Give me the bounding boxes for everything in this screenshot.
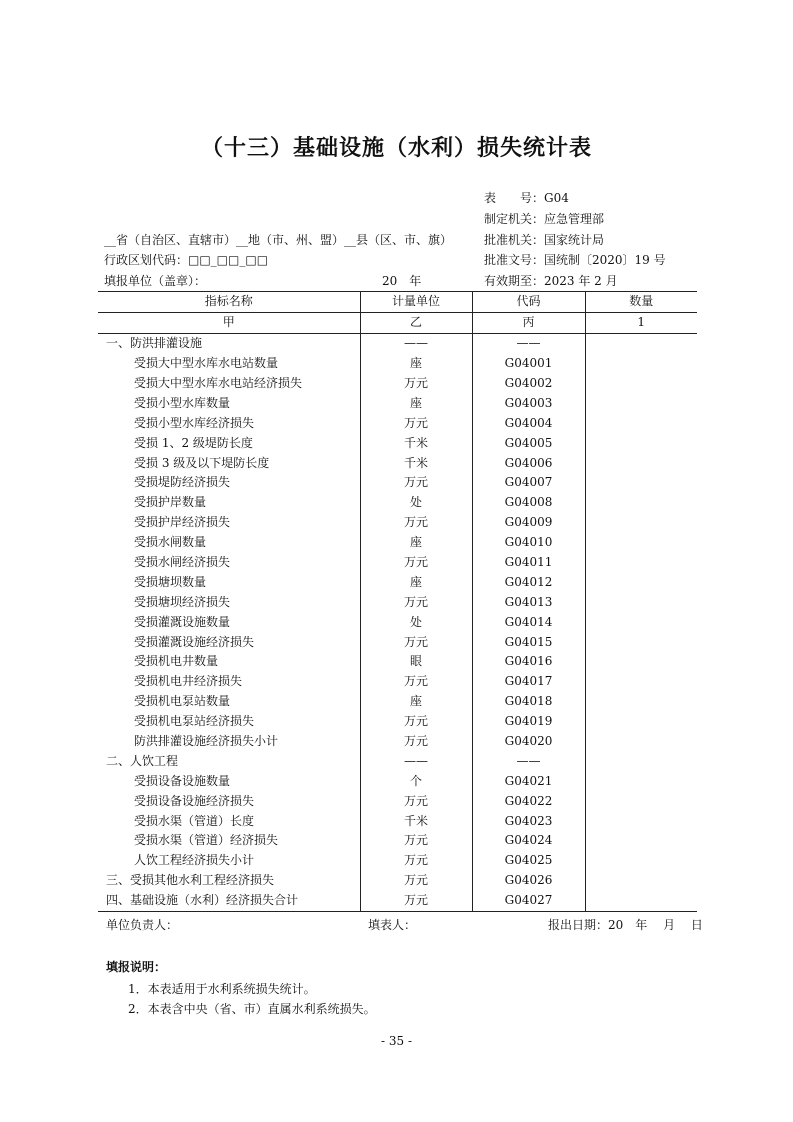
indicator-name-cell: 受损机电泵站经济损失 xyxy=(134,714,255,729)
quantity-cell[interactable] xyxy=(585,851,697,871)
indicator-name-cell: 受损小型水库经济损失 xyxy=(134,415,255,430)
indicator-name-cell: 受损机电井经济损失 xyxy=(134,674,243,689)
unit-cell: 万元 xyxy=(360,871,472,891)
table-row xyxy=(98,692,697,712)
issuing-agency: 制定机关：应急管理部 xyxy=(484,212,605,226)
indicator-name-cell: 受损水渠（管道）长度 xyxy=(134,813,255,828)
unit-cell: 千米 xyxy=(360,433,472,453)
unit-cell: 万元 xyxy=(360,632,472,652)
quantity-cell[interactable] xyxy=(585,652,697,672)
header-unit: 计量单位 xyxy=(360,292,472,313)
quantity-cell[interactable] xyxy=(585,672,697,692)
code-cell: G04002 xyxy=(472,374,585,394)
table-row xyxy=(98,453,697,473)
quantity-cell[interactable] xyxy=(585,592,697,612)
quantity-cell[interactable] xyxy=(585,572,697,592)
quantity-cell[interactable] xyxy=(585,771,697,791)
subheader-c: 丙 xyxy=(472,312,585,333)
approving-agency: 批准机关：国家统计局 xyxy=(484,233,605,247)
quantity-cell[interactable] xyxy=(585,891,697,911)
unit-cell: —— xyxy=(360,333,472,353)
table-row xyxy=(98,572,697,592)
quantity-cell[interactable] xyxy=(585,612,697,632)
subheader-d: 1 xyxy=(585,312,697,333)
code-cell: G04016 xyxy=(472,652,585,672)
unit-cell: 万元 xyxy=(360,831,472,851)
subheader-a: 甲 xyxy=(98,312,360,333)
table-row xyxy=(98,413,697,433)
unit-cell: 眼 xyxy=(360,652,472,672)
indicator-name-cell: 受损堤防经济损失 xyxy=(134,475,231,490)
quantity-cell[interactable] xyxy=(585,374,697,394)
indicator-name-cell: 受损水闸经济损失 xyxy=(134,555,231,570)
quantity-cell[interactable] xyxy=(585,811,697,831)
indicator-name-cell: 受损水渠（管道）经济损失 xyxy=(134,833,279,848)
region-code-line: 行政区划代码：□□_□□_□□ xyxy=(104,253,269,267)
code-cell: G04019 xyxy=(472,712,585,732)
table-row xyxy=(98,851,697,871)
header-quantity: 数量 xyxy=(585,292,697,313)
quantity-cell[interactable] xyxy=(585,333,697,353)
table-row xyxy=(98,811,697,831)
unit-cell: 万元 xyxy=(360,553,472,573)
code-cell: G04025 xyxy=(472,851,585,871)
table-subheader-row xyxy=(98,312,697,333)
table-row xyxy=(98,533,697,553)
indicator-name-cell: 受损 1、2 级堤防长度 xyxy=(134,435,253,450)
code-cell: G04015 xyxy=(472,632,585,652)
indicator-name-cell: 受损水闸数量 xyxy=(134,535,207,550)
code-cell: G04013 xyxy=(472,592,585,612)
indicator-name-cell: 受损设备设施数量 xyxy=(134,773,231,788)
indicator-name-cell: 一、防洪排灌设施 xyxy=(106,336,203,351)
table-header-row xyxy=(98,292,697,313)
indicator-name-cell: 二、人饮工程 xyxy=(106,753,179,768)
loss-statistics-table xyxy=(98,291,697,912)
code-cell: G04006 xyxy=(472,453,585,473)
quantity-cell[interactable] xyxy=(585,732,697,752)
unit-cell: 处 xyxy=(360,493,472,513)
indicator-name-cell: 受损塘坝经济损失 xyxy=(134,594,231,609)
indicator-name-cell: 受损灌溉设施经济损失 xyxy=(134,634,255,649)
indicator-name-cell: 受损灌溉设施数量 xyxy=(134,614,231,629)
table-row xyxy=(98,831,697,851)
indicator-name-cell: 四、基础设施（水利）经济损失合计 xyxy=(98,891,360,911)
unit-cell: 万元 xyxy=(360,413,472,433)
unit-cell: 座 xyxy=(360,354,472,374)
code-cell: G04001 xyxy=(472,354,585,374)
quantity-cell[interactable] xyxy=(585,354,697,374)
quantity-cell[interactable] xyxy=(585,493,697,513)
indicator-name-cell: 三、受损其他水利工程经济损失 xyxy=(106,873,275,888)
note-item: 1．本表适用于水利系统损失统计。 xyxy=(128,982,316,996)
quantity-cell[interactable] xyxy=(585,871,697,891)
quantity-cell[interactable] xyxy=(585,533,697,553)
code-cell: G04014 xyxy=(472,612,585,632)
table-row xyxy=(98,473,697,493)
table-row xyxy=(98,771,697,791)
unit-cell: 万元 xyxy=(360,791,472,811)
quantity-cell[interactable] xyxy=(585,751,697,771)
code-cell: G04023 xyxy=(472,811,585,831)
code-cell: G04018 xyxy=(472,692,585,712)
quantity-cell[interactable] xyxy=(585,453,697,473)
code-cell: G04012 xyxy=(472,572,585,592)
table-row xyxy=(98,433,697,453)
indicator-name-cell: 受损塘坝数量 xyxy=(134,574,207,589)
quantity-cell[interactable] xyxy=(585,513,697,533)
table-row xyxy=(98,592,697,612)
unit-cell: 千米 xyxy=(360,453,472,473)
unit-head-label: 单位负责人： xyxy=(106,918,179,932)
code-cell: G04004 xyxy=(472,413,585,433)
indicator-name-cell: 受损小型水库数量 xyxy=(134,395,231,410)
quantity-cell[interactable] xyxy=(585,413,697,433)
indicator-name-cell: 受损 3 级及以下堤防长度 xyxy=(134,455,270,470)
table-row xyxy=(98,374,697,394)
table-row xyxy=(98,632,697,652)
table-row xyxy=(98,553,697,573)
unit-cell: 万元 xyxy=(360,851,472,871)
report-date-label: 报出日期：20 年 月 日 xyxy=(548,918,703,932)
table-row xyxy=(98,493,697,513)
quantity-cell[interactable] xyxy=(585,692,697,712)
unit-cell: 万元 xyxy=(360,732,472,752)
code-cell: —— xyxy=(472,333,585,353)
indicator-name-cell: 人饮工程经济损失小计 xyxy=(134,853,255,868)
code-cell: G04026 xyxy=(472,871,585,891)
quantity-cell[interactable] xyxy=(585,433,697,453)
unit-cell: 座 xyxy=(360,692,472,712)
indicator-name-cell: 受损护岸经济损失 xyxy=(134,515,231,530)
approval-number: 批准文号：国统制〔2020〕19 号 xyxy=(484,253,666,267)
code-cell: G04003 xyxy=(472,393,585,413)
report-year: 20 年 xyxy=(382,274,422,288)
table-row xyxy=(98,333,697,353)
unit-cell: 万元 xyxy=(360,672,472,692)
header-code: 代码 xyxy=(472,292,585,313)
unit-cell: 万元 xyxy=(360,712,472,732)
code-cell: G04024 xyxy=(472,831,585,851)
table-row xyxy=(98,513,697,533)
unit-cell: 座 xyxy=(360,533,472,553)
page-title: （十三）基础设施（水利）损失统计表 xyxy=(200,135,592,161)
table-row xyxy=(98,652,697,672)
indicator-name-cell: 防洪排灌设施经济损失小计 xyxy=(134,734,279,749)
unit-cell: 座 xyxy=(360,393,472,413)
subheader-b: 乙 xyxy=(360,312,472,333)
table-row xyxy=(98,871,697,891)
header-indicator-name: 指标名称 xyxy=(98,292,360,313)
code-cell: G04017 xyxy=(472,672,585,692)
table-row xyxy=(98,612,697,632)
table-row xyxy=(98,791,697,811)
unit-cell: 个 xyxy=(360,771,472,791)
table-row xyxy=(98,393,697,413)
code-cell: G04020 xyxy=(472,732,585,752)
unit-cell: —— xyxy=(360,751,472,771)
code-cell: —— xyxy=(472,751,585,771)
unit-cell: 万元 xyxy=(360,592,472,612)
indicator-name-cell: 受损机电井数量 xyxy=(134,654,219,669)
table-row xyxy=(98,354,697,374)
unit-cell: 千米 xyxy=(360,811,472,831)
page-number: - 35 - xyxy=(380,1034,412,1048)
quantity-cell[interactable] xyxy=(585,712,697,732)
unit-cell: 万元 xyxy=(360,891,472,911)
unit-cell: 万元 xyxy=(360,374,472,394)
code-cell: G04010 xyxy=(472,533,585,553)
table-row xyxy=(98,891,697,911)
code-cell: G04021 xyxy=(472,771,585,791)
code-cell: G04011 xyxy=(472,553,585,573)
indicator-name-cell: 受损机电泵站数量 xyxy=(134,694,231,709)
filler-label: 填表人： xyxy=(368,918,417,932)
notes-title: 填报说明： xyxy=(106,960,167,974)
quantity-cell[interactable] xyxy=(585,553,697,573)
code-cell: G04007 xyxy=(472,473,585,493)
table-row xyxy=(98,732,697,752)
indicator-name-cell: 受损设备设施经济损失 xyxy=(134,793,255,808)
code-cell: G04022 xyxy=(472,791,585,811)
form-number: 表 号：G04 xyxy=(484,191,569,205)
note-item: 2．本表含中央（省、市）直属水利系统损失。 xyxy=(128,1002,376,1016)
region-line: __省（自治区、直辖市）__地（市、州、盟）__县（区、市、旗） xyxy=(104,233,453,247)
unit-cell: 万元 xyxy=(360,473,472,493)
unit-cell: 万元 xyxy=(360,513,472,533)
table-row xyxy=(98,712,697,732)
table-row xyxy=(98,751,697,771)
unit-cell: 处 xyxy=(360,612,472,632)
unit-cell: 座 xyxy=(360,572,472,592)
valid-until: 有效期至：2023 年 2 月 xyxy=(484,274,618,288)
quantity-cell[interactable] xyxy=(585,632,697,652)
quantity-cell[interactable] xyxy=(585,473,697,493)
code-cell: G04027 xyxy=(472,891,585,911)
table-row xyxy=(98,672,697,692)
quantity-cell[interactable] xyxy=(585,393,697,413)
indicator-name-cell: 受损大中型水库水电站经济损失 xyxy=(134,376,303,390)
indicator-name-cell: 受损大中型水库水电站数量 xyxy=(134,356,279,371)
code-cell: G04008 xyxy=(472,493,585,513)
code-cell: G04005 xyxy=(472,433,585,453)
reporting-unit-label: 填报单位（盖章）： xyxy=(104,274,207,288)
code-cell: G04009 xyxy=(472,513,585,533)
quantity-cell[interactable] xyxy=(585,791,697,811)
quantity-cell[interactable] xyxy=(585,831,697,851)
indicator-name-cell: 受损护岸数量 xyxy=(134,495,207,510)
